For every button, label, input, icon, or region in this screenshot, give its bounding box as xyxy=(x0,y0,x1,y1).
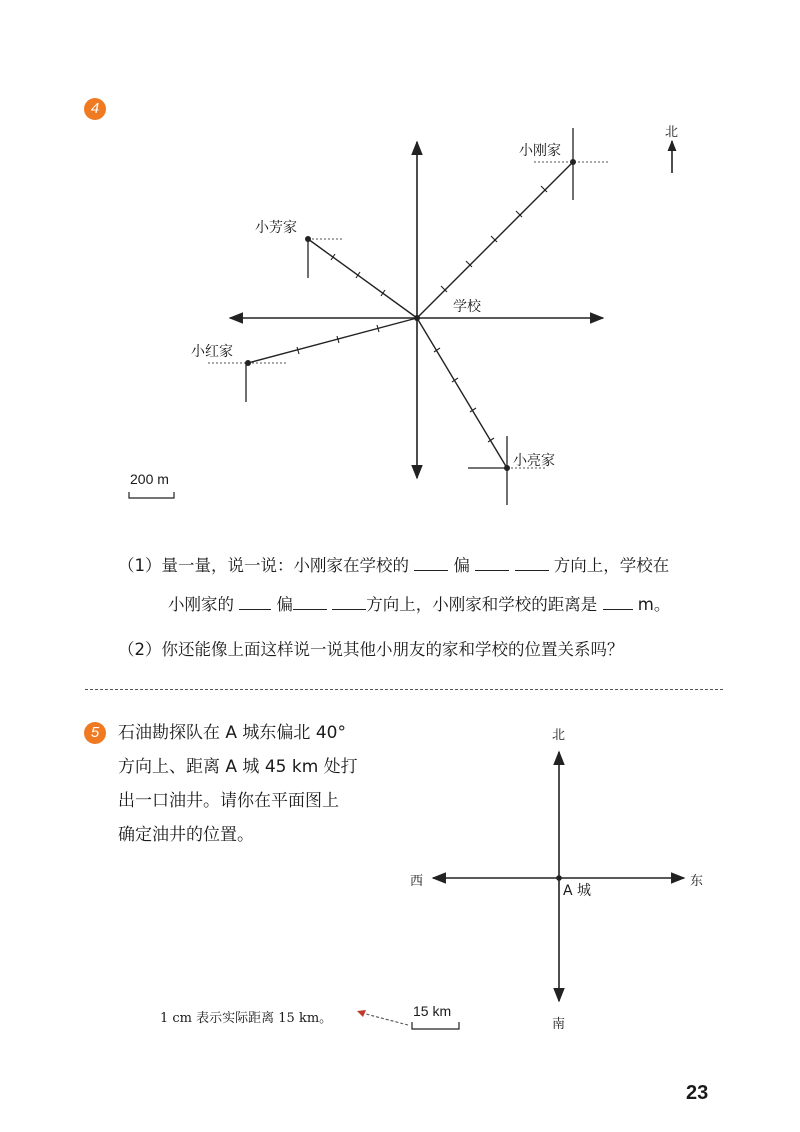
blank-direction-2[interactable] xyxy=(475,556,509,571)
label-xiaogang: 小刚家 xyxy=(519,143,561,159)
question-1-line-1: （1）量一量，说一说：小刚家在学校的 偏 方向上，学校在 xyxy=(118,556,670,575)
blank-direction-3[interactable] xyxy=(239,595,271,610)
blank-direction-1[interactable] xyxy=(414,556,448,571)
label-school: 学校 xyxy=(453,299,481,315)
problem-5-text: 石油勘探队在 A 城东偏北 40° 方向上、距离 A 城 45 km 处打 出一口油井。请你在平面图上 确定油井的位置。 xyxy=(118,723,358,845)
page-number: 23 xyxy=(686,1082,709,1104)
blank-angle-2[interactable] xyxy=(332,595,366,610)
city-a-point xyxy=(556,875,562,881)
label-xiaofang: 小芳家 xyxy=(255,220,297,236)
problem-4-direction-diagram xyxy=(0,0,800,560)
blank-distance[interactable] xyxy=(603,595,633,610)
ray-xiaohong xyxy=(248,318,417,363)
note-pointer xyxy=(362,1013,408,1025)
label-east: 东 xyxy=(690,874,704,889)
section-divider xyxy=(85,689,723,690)
problem-5-badge: 5 xyxy=(84,722,106,744)
label-west: 西 xyxy=(410,874,424,889)
question-1-number: （1） xyxy=(118,556,162,575)
problem-4-badge: 4 xyxy=(84,98,106,120)
blank-angle-1[interactable] xyxy=(515,556,549,571)
scale-label-4: 200 m xyxy=(130,471,169,487)
label-xiaoliang: 小亮家 xyxy=(513,453,555,469)
ray-xiaoliang xyxy=(417,318,507,468)
blank-direction-4[interactable] xyxy=(293,595,327,610)
scale-label-5: 15 km xyxy=(413,1003,452,1019)
label-south: 南 xyxy=(552,1017,566,1032)
scale-bar-5 xyxy=(412,1022,459,1029)
problem-5-plan-diagram[interactable] xyxy=(0,700,800,1060)
ray-xiaofang xyxy=(308,239,417,318)
label-city-a: A 城 xyxy=(563,883,592,899)
question-1-line-2: 小刚家的 偏 方向上，小刚家和学校的距离是 m。 xyxy=(168,595,671,614)
scale-note: 1 cm 表示实际距离 15 km。 xyxy=(160,1011,333,1026)
scale-bar-4 xyxy=(129,492,174,498)
label-north-5: 北 xyxy=(552,728,566,743)
label-north-4: 北 xyxy=(665,125,679,140)
label-xiaohong: 小红家 xyxy=(191,344,233,360)
question-2-number: （2） xyxy=(118,640,162,659)
question-2: （2）你还能像上面这样说一说其他小朋友的家和学校的位置关系吗？ xyxy=(118,640,624,659)
